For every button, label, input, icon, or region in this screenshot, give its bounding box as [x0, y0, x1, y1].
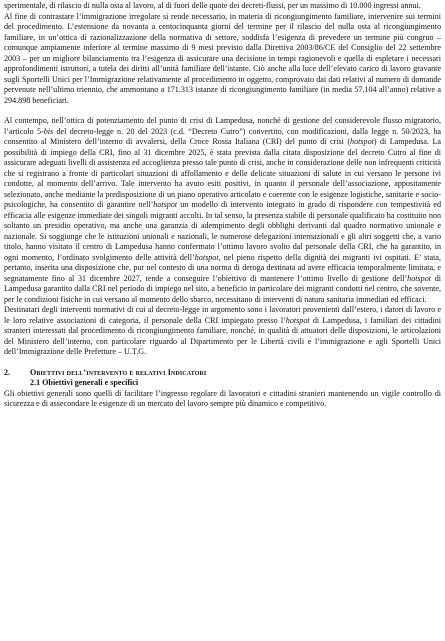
section-heading: [4, 368, 441, 379]
spacer: [4, 106, 441, 116]
spacer: [4, 358, 441, 368]
paragraph-general-objectives: Gli obiettivi generali sono quelli di facilitare l’ingresso regolare di lavoratori e cittadini stranieri mantenendo un vigile controllo di sicurezza e di assecondare le esigenze di un mercato del lavoro sempre più dinamico e competitivo.: [4, 388, 441, 408]
paragraph-quota-limit: sperimentale, di rilascio di nulla osta al lavoro, al di fuori delle quote dei decreti-flussi, per un massimo di 10.000 ingressi annui.: [4, 1, 421, 10]
subsection-heading: 2.1 Obiettivi generali e specifici: [30, 378, 139, 387]
paragraph-family-reunification: Al fine di contrastare l’immigrazione irregolare si rende necessario, in materia di ricongiungimento familiare, intervenire sui termini del procedimento. L’estensione da novanta a centocinquanta giorni del termine per il rilascio del nulla osta al ricongiungimento familiare, in un’ottica di razionalizzazione della normativa di settore, soddisfa l’esigenza di prevedere un termine più congruo – comunque ampiamente inferiore al termine massimo di 9 mesi previsto dalla Direttiva 2003/86/CE del Consiglio del 22 settembre 2003 – per un migliore bilanciamento tra l’esigenza di assicurare una decisione in tempi ragionevoli e quella di espletare i necessari approfondimenti istruttori, a tutela dei diritti all’unità familiare dell’istante. Ciò anche alla luce dell’elevato carico di lavoro gravante sugli Sportelli Unici per l’Immigrazione relativamente al procedimento in oggetto, comprovato dai dati relativi al numero di domande pervenute nell’ultimo triennio, che ammontano a 171.313 istanze di ricongiungimento familiare (in media 57.104 all’anno) relative a 294.898 beneficiari.: [4, 11, 441, 105]
section-title: Obiettivi dell’intervento e relativi Indicatori: [30, 367, 207, 377]
paragraph-recipients: Destinatari degli interventi normativi di cui al decreto-legge in argomento sono i lavoratori provenienti dall’estero, i datori di lavoro e le loro relative associazioni di categoria, il personale della CRI impiegato presso l’hotspot di Lampedusa, i familiari dei cittadini stranieri interessati dal procedimento di ricongiungimento familiare, nonché, in qualità di attuatori delle disposizioni, le articolazioni del Ministero dell’interno, con particolare riguardo al Dipartimento per le Libertà civili e l’immigrazione e agli Sportelli Unici dell’Immigrazione delle Prefetture – U.T.G.: [4, 305, 441, 356]
paragraph-lampedusa-hotspot: Al contempo, nell’ottica di potenziamento del punto di crisi di Lampedusa, nonché di gestione del considerevole flusso migratorio, l’articolo 5-bis del decreto-legge n. 20 del 2023 (c.d. “Decreto Cutro”) convertito, con modificazioni, dalla legge n. 50/2023, ha consentito al Ministero dell’interno di avvalersi, della Croce Rossa Italiana (CRI) del punto di crisi (hotspot) di Lampedusa. La possibilità di impiego della CRI, fino al 31 dicembre 2025, è stata prevista dalla citata disposizione del decreto Cutro al fine di assicurare adeguati livelli di assistenza ed accoglienza presso tale punto di crisi, anche in considerazione delle non infrequenti criticità che si registrano a fronte di particolari situazioni di affollamento e delle delicate situazioni di salute in cui versano le persone ivi condotte, al momento dell’arrivo. Tale intervento ha avuto esiti positivi, in quanto il personale dell’associazione, appositamente selezionato, anche mediante la predisposizione di un piano operativo articolato e coerente con le esigenze logistiche, sanitarie e socio-psicologiche, ha consentito di garantire nell’hotspot un modello di intervento integrato in grado di rispondere con tempestività ed efficacia alle esigenze immediate dei singoli migranti accolti. In tal senso, la presenza stabile di personale qualificato ha costituito non soltanto un presidio operativo, ma anche una garanzia di adempimento degli obblighi derivanti dal quadro normativo unionale e nazionale. Si soggiunge che le istituzioni unionali e nazionali, le numerose delegazioni internazionali e gli altri soggetti che, a vario titolo, hanno visitato il centro di Lampedusa hanno confermato l’ottimo lavoro svolto dal personale della CRI, che ha garantito, in ogni momento, l’ordinato svolgimento delle attività dell’hotspot, nel pieno rispetto della dignità dei migranti ivi ospitati. E’ stata, pertanto, inserita una disposizione che, pur nel contesto di una norma di deroga destinata ad avere efficacia temporalmente limitata, e segnatamente fino al 31 dicembre 2027, tende a conseguire l’obiettivo di mantenere l’ottimo livello di gestione dell’hotspot di Lampedusa garantito dalla CRI nel periodo di impiego nel sito, a beneficio in particolare dei migranti condotti nel centro, che sovente, per le condizioni fisiche in cui versano al momento dello sbarco, necessitano di interventi di natura sanitaria immediati ed efficaci.: [4, 116, 442, 304]
section-number: 2.: [4, 367, 11, 377]
